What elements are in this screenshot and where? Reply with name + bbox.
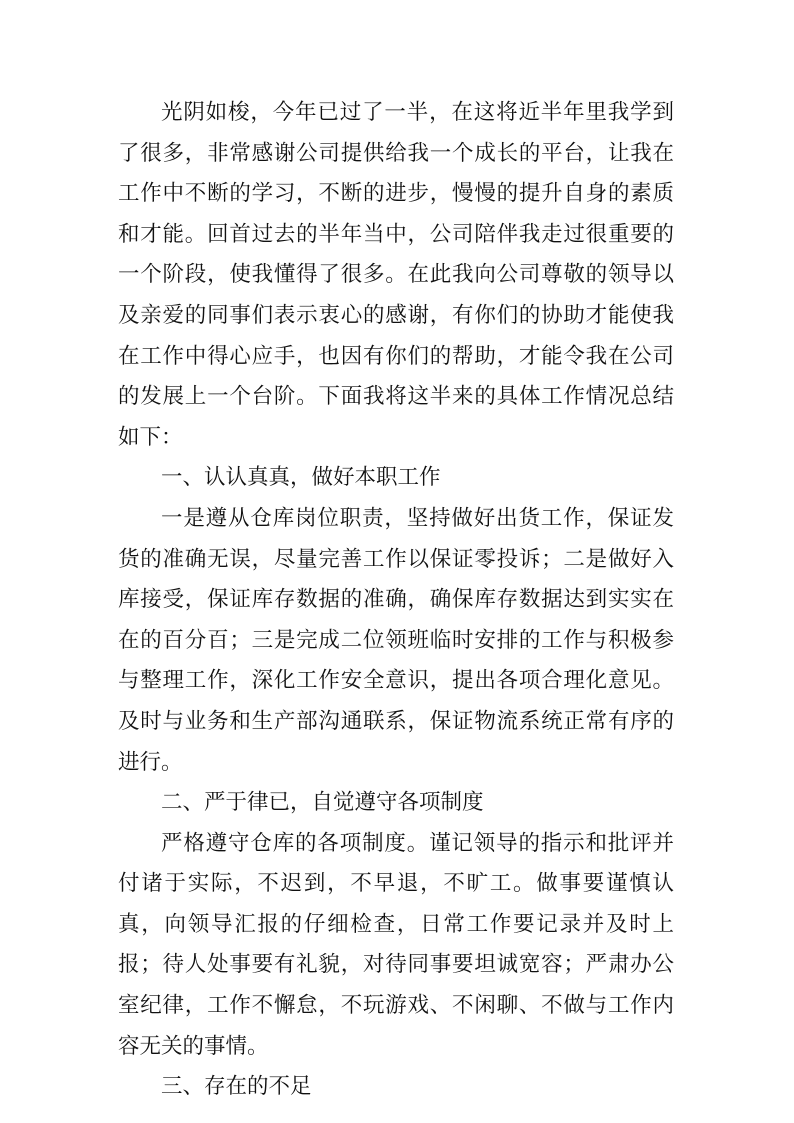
section-heading-3: 三、存在的不足 — [161, 1074, 312, 1100]
section-heading-1: 一、认认真真，做好本职工作 — [161, 465, 441, 491]
intro-paragraph: 光阴如梭，今年已过了一半，在这将近半年里我学到了很多，非常感谢公司提供给我一个成长的平台，让我在工作中不断的学习，不断的进步，慢慢的提升自身的素质和才能。回首过去的半年当中，公司陪伴我走过很重要的一个阶段，使我懂得了很多。在此我向公司尊敬的领导以及亲爱的同事们表示衷心的感谢，有你们的协助才能使我在工作中得心应手，也因有你们的帮助，才能令我在公司的发展上一个台阶。下面我将这半来的具体工作情况总结如下： — [118, 100, 674, 450]
section-heading-2: 二、严于律已，自觉遵守各项制度 — [161, 790, 484, 816]
document-body — [118, 93, 674, 1108]
section-1-paragraph: 一是遵从仓库岗位职责，坚持做好出货工作，保证发货的准确无误，尽量完善工作以保证零投诉；二是做好入库接受，保证库存数据的准确，确保库存数据达到实实在在的百分百；三是完成二位领班临时安排的工作与积极参与整理工作，深化工作安全意识，提出各项合理化意见。及时与业务和生产部沟通联系，保证物流系统正常有序的进行。 — [118, 505, 674, 775]
section-2-paragraph: 严格遵守仓库的各项制度。谨记领导的指示和批评并付诸于实际，不迟到，不早退，不旷工。做事要谨慎认真，向领导汇报的仔细检查，日常工作要记录并及时上报；待人处事要有礼貌，对待同事要坦诚宽容；严肃办公室纪律，工作不懈怠，不玩游戏、不闲聊、不做与工作内容无关的事情。 — [118, 830, 674, 1059]
